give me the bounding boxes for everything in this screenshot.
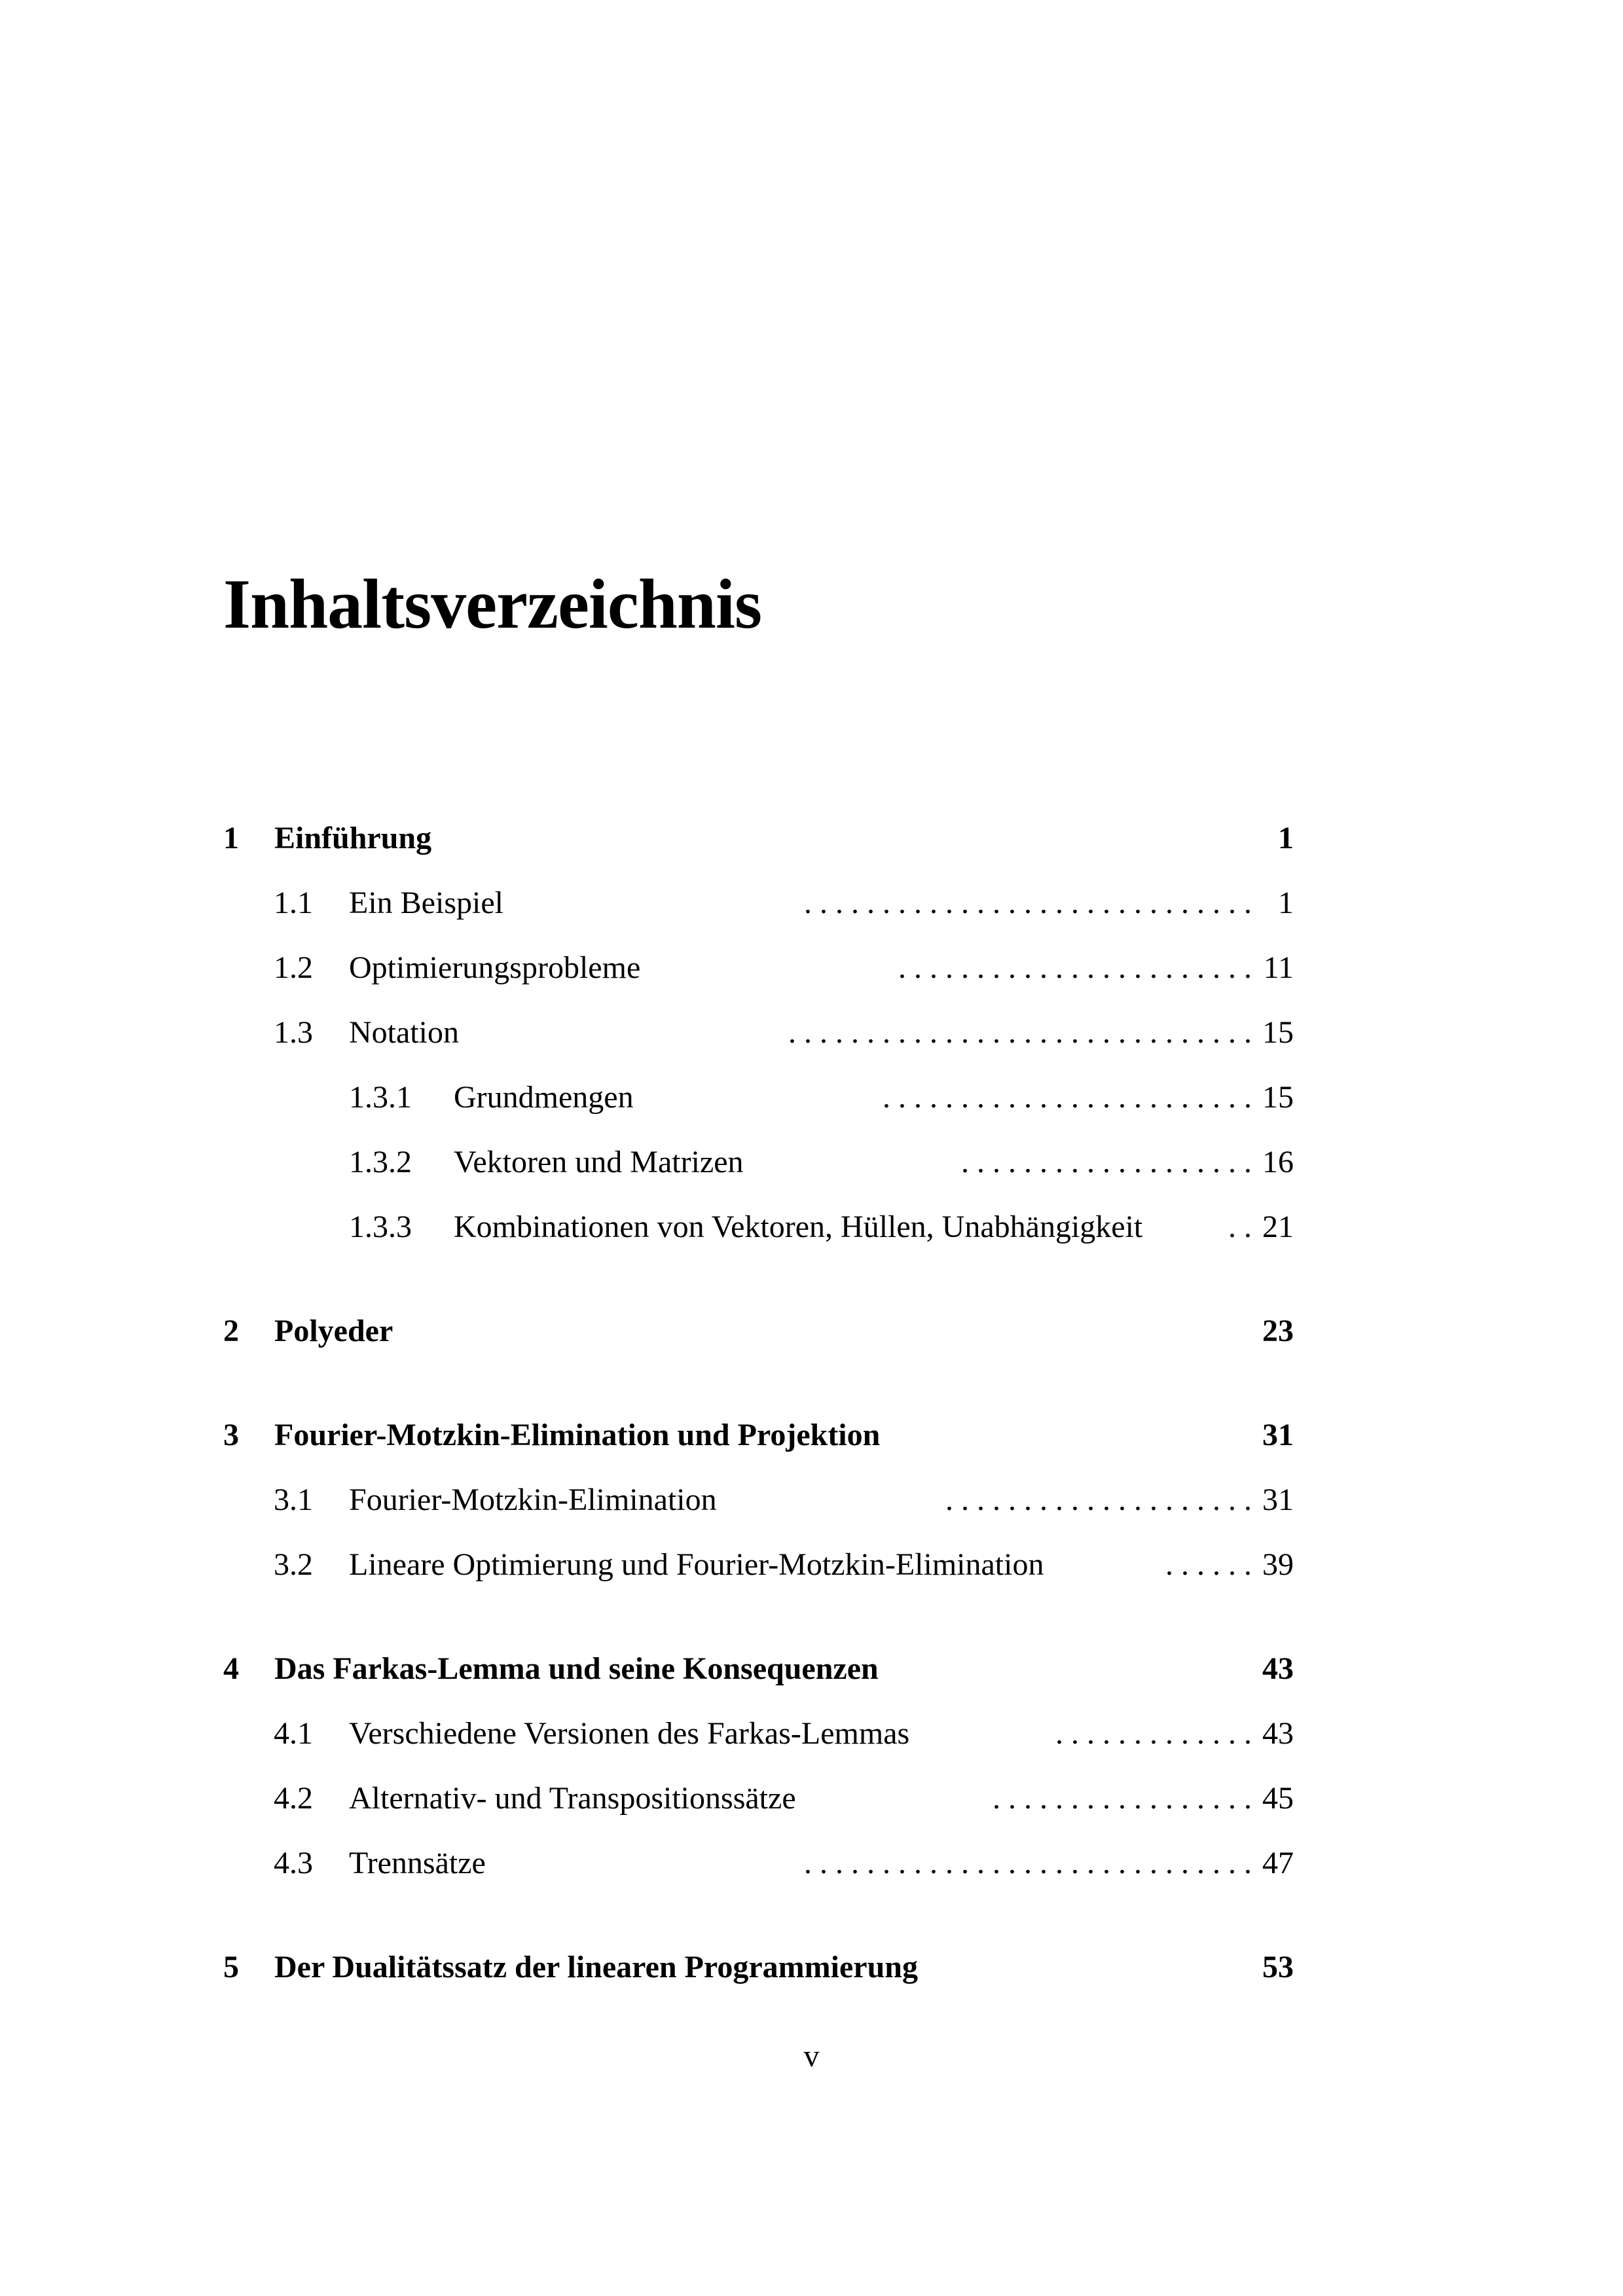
leader-dots: . . . . . . . . . . . . . . . . . . . . . . . . [883, 1080, 1252, 1115]
chapter-page: 53 [1262, 1950, 1294, 1984]
section-title: Verschiedene Versionen des Farkas-Lemmas [349, 1716, 910, 1751]
section-page: 15 [1262, 1015, 1294, 1050]
section-page: 45 [1262, 1781, 1294, 1816]
section-title: Alternativ- und Transpositionssätze [349, 1781, 796, 1816]
chapter-number: 2 [223, 1314, 239, 1348]
section-number: 1.3 [274, 1015, 313, 1050]
section-title: Trennsätze [349, 1846, 486, 1880]
subsection-page: 21 [1262, 1210, 1294, 1244]
leader-dots: . . . . . . . . . . . . . . . . . . . . . . . [898, 950, 1252, 985]
chapter-number: 5 [223, 1950, 239, 1984]
section-page: 43 [1262, 1716, 1294, 1751]
chapter-number: 3 [223, 1418, 239, 1452]
toc-chapter-2[interactable] [223, 1312, 1294, 1351]
toc-section-3-2[interactable] [274, 1545, 1294, 1585]
section-page: 11 [1263, 950, 1294, 985]
leader-dots: . . . . . . . . . . . . . [1055, 1716, 1252, 1751]
toc-chapter-1[interactable] [223, 819, 1294, 858]
footer-page-number: v [803, 2039, 820, 2073]
section-page: 47 [1262, 1846, 1294, 1880]
toc-section-1-3[interactable] [274, 1013, 1294, 1052]
section-number: 1.2 [274, 950, 313, 985]
section-number: 4.2 [274, 1781, 313, 1816]
section-number: 1.1 [274, 886, 313, 920]
toc-section-4-2[interactable] [274, 1779, 1294, 1818]
chapter-title: Der Dualitätssatz der linearen Programmierung [274, 1950, 918, 1984]
chapter-number: 1 [223, 821, 239, 855]
leader-dots: . . [1228, 1210, 1252, 1244]
chapter-number: 4 [223, 1651, 239, 1686]
section-title: Optimierungsprobleme [349, 950, 641, 985]
section-title: Ein Beispiel [349, 886, 503, 920]
chapter-title: Einführung [274, 821, 432, 855]
section-title: Lineare Optimierung und Fourier-Motzkin-Elimination [349, 1547, 1044, 1582]
leader-dots: . . . . . . . . . . . . . . . . . . . . [945, 1482, 1252, 1517]
chapter-title: Das Farkas-Lemma und seine Konsequenzen [274, 1651, 879, 1686]
toc-subsection-1-3-3[interactable] [349, 1208, 1294, 1247]
section-page: 1 [1278, 886, 1294, 920]
chapter-page: 1 [1278, 821, 1294, 855]
leader-dots: . . . . . . . . . . . . . . . . . . . . . . . . . . . . . [804, 886, 1252, 920]
subsection-title: Vektoren und Matrizen [454, 1145, 744, 1179]
leader-dots: . . . . . . . . . . . . . . . . . [993, 1781, 1252, 1816]
section-page: 39 [1262, 1547, 1294, 1582]
section-title: Notation [349, 1015, 459, 1050]
toc-section-4-1[interactable] [274, 1714, 1294, 1753]
toc-chapter-5[interactable] [223, 1948, 1294, 1987]
subsection-title: Kombinationen von Vektoren, Hüllen, Unabhängigkeit [454, 1210, 1143, 1244]
page-title: Inhaltsverzeichnis [223, 565, 762, 643]
subsection-title: Grundmengen [454, 1080, 634, 1115]
toc-section-3-1[interactable] [274, 1480, 1294, 1520]
section-number: 4.3 [274, 1846, 313, 1880]
section-title: Fourier-Motzkin-Elimination [349, 1482, 717, 1517]
section-number: 4.1 [274, 1716, 313, 1751]
subsection-number: 1.3.1 [349, 1080, 412, 1115]
section-number: 3.1 [274, 1482, 313, 1517]
leader-dots: . . . . . . . . . . . . . . . . . . . . . . . . . . . . . [804, 1846, 1252, 1880]
subsection-number: 1.3.3 [349, 1210, 412, 1244]
subsection-number: 1.3.2 [349, 1145, 412, 1179]
chapter-page: 23 [1262, 1314, 1294, 1348]
chapter-title: Polyeder [274, 1314, 393, 1348]
section-page: 31 [1262, 1482, 1294, 1517]
toc-subsection-1-3-1[interactable] [349, 1078, 1294, 1117]
toc-section-1-2[interactable] [274, 948, 1294, 988]
chapter-page: 31 [1262, 1418, 1294, 1452]
toc-subsection-1-3-2[interactable] [349, 1143, 1294, 1182]
subsection-page: 15 [1262, 1080, 1294, 1115]
toc-section-1-1[interactable] [274, 884, 1294, 923]
chapter-title: Fourier-Motzkin-Elimination und Projektion [274, 1418, 881, 1452]
leader-dots: . . . . . . . . . . . . . . . . . . . [961, 1145, 1252, 1179]
toc-chapter-4[interactable] [223, 1649, 1294, 1689]
leader-dots: . . . . . . [1165, 1547, 1252, 1582]
toc-chapter-3[interactable] [223, 1416, 1294, 1455]
section-number: 3.2 [274, 1547, 313, 1582]
leader-dots: . . . . . . . . . . . . . . . . . . . . . . . . . . . . . . [788, 1015, 1252, 1050]
toc-section-4-3[interactable] [274, 1844, 1294, 1883]
chapter-page: 43 [1262, 1651, 1294, 1686]
subsection-page: 16 [1262, 1145, 1294, 1179]
